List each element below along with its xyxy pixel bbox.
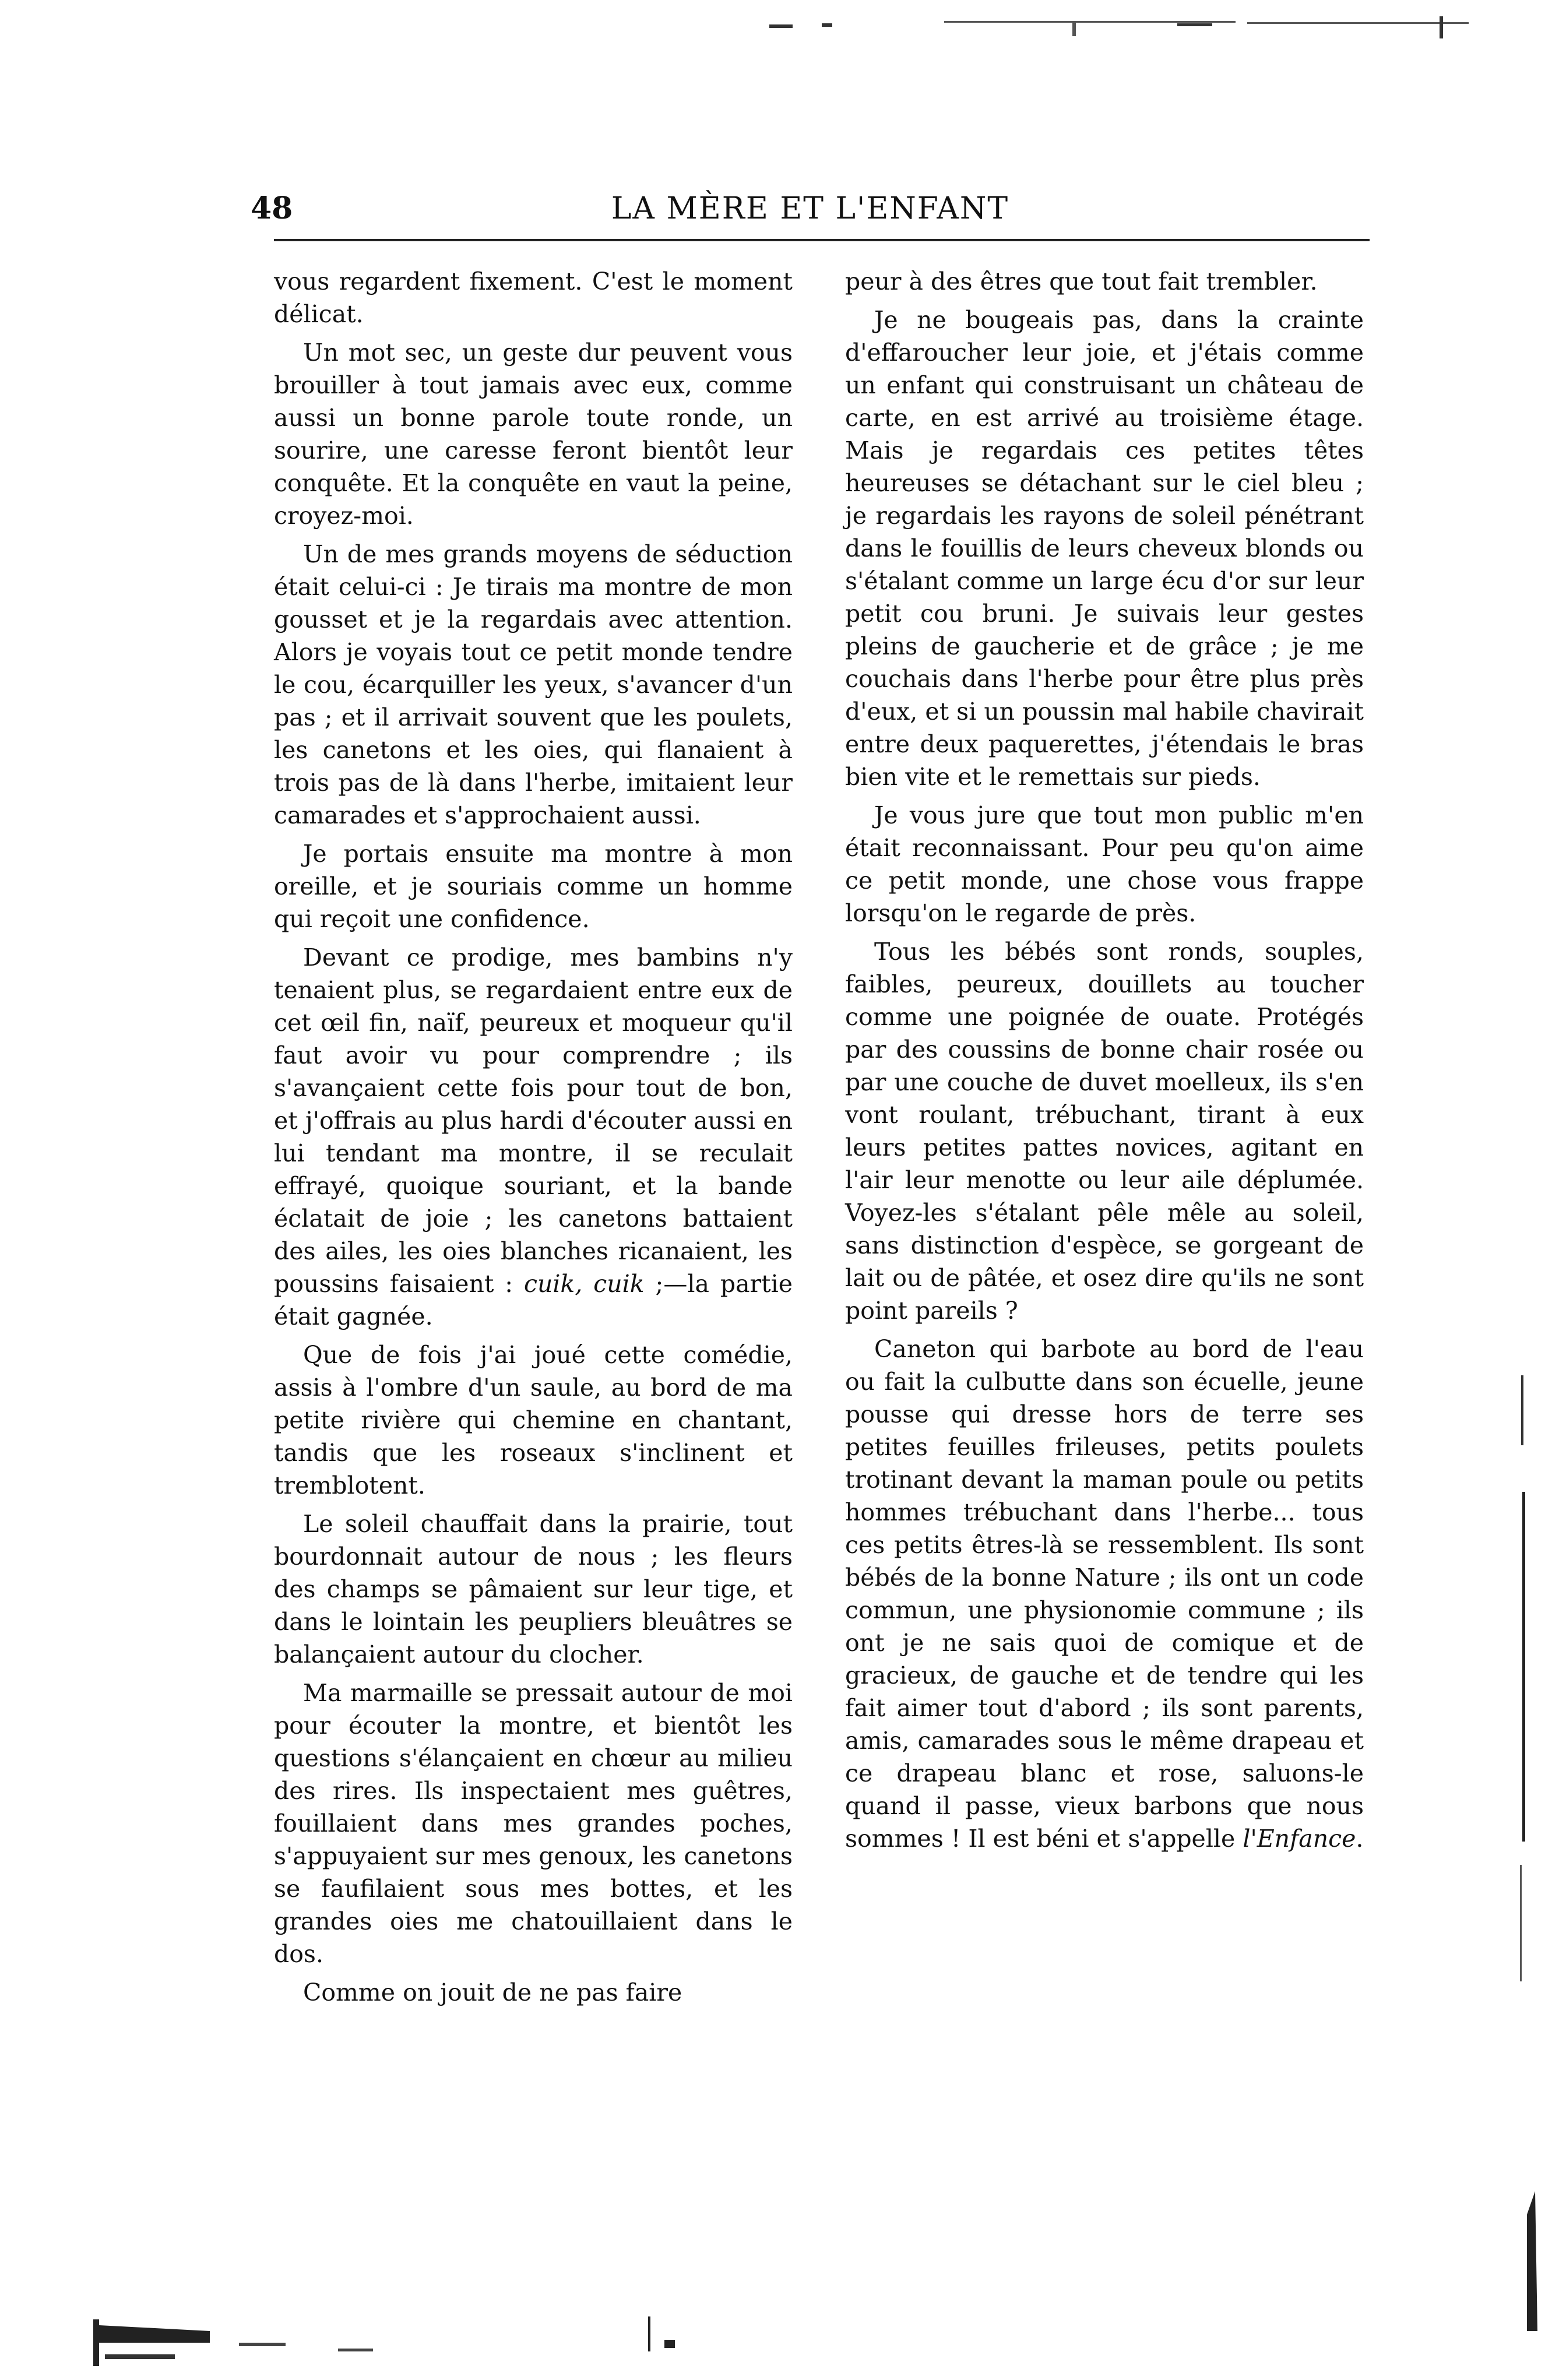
paragraph-text: Je ne bougeais pas, dans la crainte d'effaroucher leur joie, et j'étais comme un enfant qui construisant un château de carte, en est arrivé au troisième étage. Mais je regardais ces petites têtes heureuses se détachant sur le ciel bleu ; je regardais les rayons de soleil pénétrant dans le fouillis de leurs cheveux blonds ou s'étalant comme un large écu d'or sur leur petit cou bruni. Je suivais leur gestes pleins de gaucherie et de grâce ; je me couchais dans l'herbe pour être plus près d'eux, et si un poussin mal habile chavirait entre deux paquerettes, j'étendais le bras bien vite et le remettais sur pieds. — [845, 306, 1364, 791]
page-number: 48 — [251, 191, 293, 226]
paragraph-text-tail: ;—la partie était gagnée. — [274, 1270, 793, 1330]
paragraph — [274, 941, 793, 1333]
paragraph — [845, 935, 1364, 1327]
paragraph — [845, 265, 1364, 298]
italic-text: l'Enfance — [1243, 1825, 1356, 1853]
scan-artifact-top — [769, 16, 1469, 40]
paragraph-text: Caneton qui barbote au bord de l'eau ou fait la culbutte dans son écuelle, jeune pousse qui dresse hors de terre ses petites feuilles frileuses, petits poulets trotinant devant la maman poule ou petits hommes trébuchant dans l'herbe... tous ces petits êtres-là se ressemblent. Ils sont bébés de la bonne Nature ; ils ont un code commun, une physionomie commune ; ils ont je ne sais quoi de comique et de gracieux, de gauche et de tendre qui les fait aimer tout d'abord ; ils sont parents, amis, camarades sous le même drapeau et ce drapeau blanc et rose, saluons-le quand il passe, vieux barbons que nous sommes ! Il est béni et s'appelle — [845, 1335, 1364, 1853]
paragraph-text: Je portais ensuite ma montre à mon oreille, et je souriais comme un homme qui reçoit une confidence. — [274, 840, 793, 933]
paragraph — [274, 538, 793, 832]
scan-artifact-bottom — [93, 2308, 385, 2372]
paragraph-text: Un de mes grands moyens de séduction était celui-ci : Je tirais ma montre de mon gousset et je la regardais avec attention. Alors je voyais tout ce petit monde tendre le cou, écarquiller les yeux, s'avancer d'un pas ; et il arrivait souvent que les poulets, les canetons et les oies, qui flanaient à trois pas de là dans l'herbe, imitaient leur camarades et s'approchaient aussi. — [274, 540, 793, 829]
paragraph — [274, 837, 793, 935]
left-text-column — [274, 265, 793, 2015]
header-rule — [274, 239, 1370, 241]
paragraph-text: Que de fois j'ai joué cette comédie, assis à l'ombre d'un saule, au bord de ma petite rivière qui chemine en chantant, tandis que les roseaux s'inclinent et tremblotent. — [274, 1341, 793, 1499]
paragraph — [274, 1976, 793, 2009]
paragraph — [845, 1333, 1364, 1855]
paragraph — [274, 1677, 793, 1970]
paragraph — [274, 1339, 793, 1502]
paragraph — [274, 1508, 793, 1671]
page-header — [251, 185, 1370, 232]
paragraph-text: Un mot sec, un geste dur peuvent vous brouiller à tout jamais avec eux, comme aussi un bonne parole toute ronde, un sourire, une caresse feront bientôt leur conquête. Et la conquête en vaut la peine, croyez-moi. — [274, 339, 793, 530]
paragraph — [845, 304, 1364, 793]
italic-text: cuik, cuik — [513, 1270, 645, 1298]
paragraph — [845, 799, 1364, 930]
scan-artifact-right-edge — [1504, 1340, 1539, 2360]
paragraph-text: Le soleil chauffait dans la prairie, tout bourdonnait autour de nous ; les fleurs des champs se pâmaient sur leur tige, et dans le lointain les peupliers bleuâtres se balançaient autour du clocher. — [274, 1510, 793, 1668]
paragraph-text: Ma marmaille se pressait autour de moi pour écouter la montre, et bientôt les questions s'élançaient en chœur au milieu des rires. Ils inspectaient mes guêtres, fouillaient dans mes grandes poches, s'appuyaient sur mes genoux, les canetons se faufilaient sous mes bottes, et les grandes oies me chatouillaient dans le dos. — [274, 1679, 793, 1968]
paragraph-text: Comme on jouit de ne pas faire — [303, 1978, 682, 2006]
paragraph — [274, 336, 793, 532]
paragraph-text: vous regardent fixement. C'est le moment délicat. — [274, 267, 793, 328]
running-title: LA MÈRE ET L'ENFANT — [611, 191, 1009, 226]
paragraph-text: Je vous jure que tout mon public m'en était reconnaissant. Pour peu qu'on aime ce petit monde, une chose vous frappe lorsqu'on le regarde de près. — [845, 801, 1364, 927]
right-text-column — [845, 265, 1364, 1861]
paragraph-text-tail: . — [1356, 1825, 1364, 1853]
paragraph-text: peur à des êtres que tout fait trembler. — [845, 267, 1318, 295]
paragraph — [274, 265, 793, 330]
paragraph-text: Devant ce prodige, mes bambins n'y tenaient plus, se regardaient entre eux de cet œil fin, naïf, peureux et moqueur qu'il faut avoir vu pour comprendre ; ils s'avançaient cette fois pour tout de bon, et j'offrais au plus hardi d'écouter aussi en lui tendant ma montre, il se reculait effrayé, quoique souriant, et la bande éclatait de joie ; les canetons battaient des ailes, les oies blanches ricanaient, les poussins faisaient : — [274, 943, 793, 1298]
paragraph-text: Tous les bébés sont ronds, souples, faibles, peureux, douillets au toucher comme une poignée de ouate. Protégés par des coussins de bonne chair rosée ou par une couche de duvet moelleux, ils s'en vont roulant, trébuchant, tirant à eux leurs petites pattes novices, agitant en l'air leur menotte ou leur aile déplumée. Voyez-les s'étalant pêle mêle au soleil, sans distinction d'espèce, se gorgeant de lait ou de pâtée, et osez dire qu'ils ne sont point pareils ? — [845, 938, 1364, 1325]
page-footer-mark — [647, 2316, 682, 2357]
